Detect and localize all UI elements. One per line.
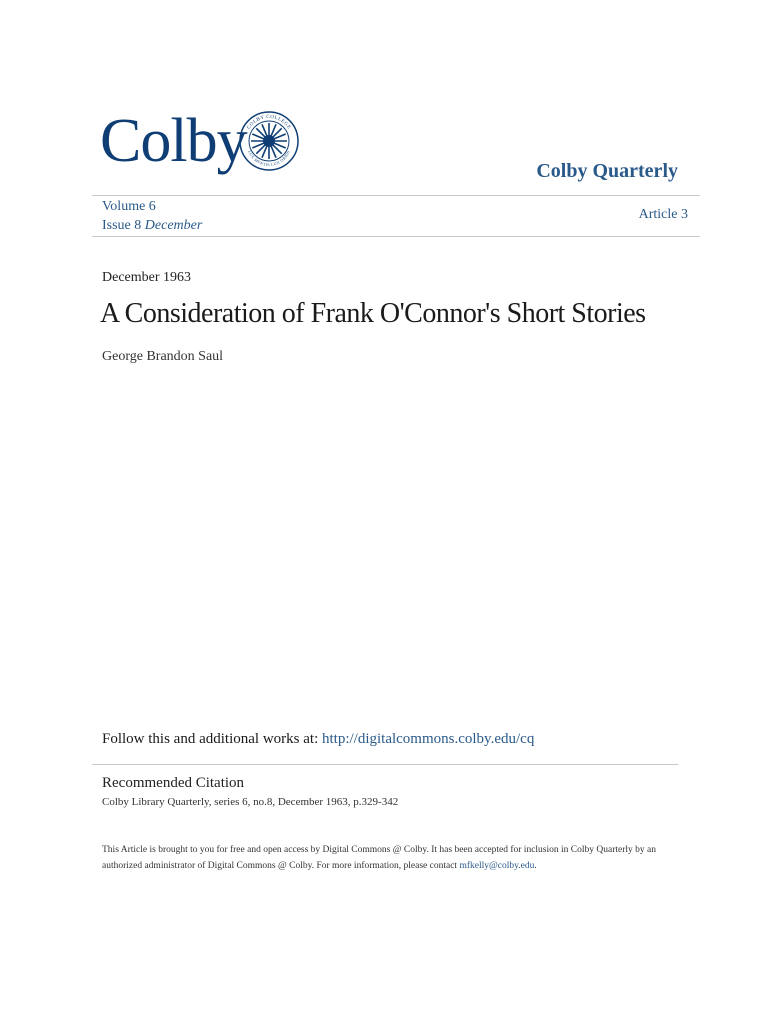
access-notice-text: This Article is brought to you for free and open access by Digital Commons @ Colby. It has been accepted for inclusion in Colby Quarterly by an authorized administrator of Digital Commons @ Colby. For more information, please contact <box>102 845 656 871</box>
follow-line <box>102 731 534 748</box>
issue-month: December <box>144 218 203 233</box>
header-divider-top <box>92 195 700 196</box>
volume-issue-block <box>102 197 202 235</box>
header-divider-bottom <box>92 236 700 237</box>
article-title: A Consideration of Frank O'Connor's Short Stories <box>100 298 646 329</box>
article-author: George Brandon Saul <box>102 349 224 364</box>
collection-url-link[interactable]: http://digitalcommons.colby.edu/cq <box>321 731 535 747</box>
seal-text-bottom: LUX MENTIS LUX ORBIS <box>247 149 291 168</box>
volume-link[interactable]: Volume 6 <box>102 199 156 214</box>
recommended-citation-text: Colby Library Quarterly, series 6, no.8, December 1963, p.329-342 <box>102 796 399 808</box>
access-notice-end: . <box>534 861 537 871</box>
seal-text-top: COLBY COLLEGE <box>246 114 292 131</box>
journal-title-link[interactable]: Colby Quarterly <box>536 160 678 182</box>
issue-line[interactable] <box>102 216 202 235</box>
issue-link[interactable]: Issue 8 <box>102 218 142 233</box>
follow-label: Follow this and additional works at: <box>102 731 322 747</box>
publication-date: December 1963 <box>102 270 192 285</box>
contact-email-link[interactable]: mfkelly@colby.edu <box>459 861 535 871</box>
article-number: Article 3 <box>638 207 688 222</box>
colby-logo-wordmark: Colby <box>100 107 247 175</box>
access-notice <box>102 842 662 874</box>
recommended-citation-heading: Recommended Citation <box>102 775 245 791</box>
citation-divider <box>92 764 678 765</box>
college-seal-icon <box>238 110 300 172</box>
